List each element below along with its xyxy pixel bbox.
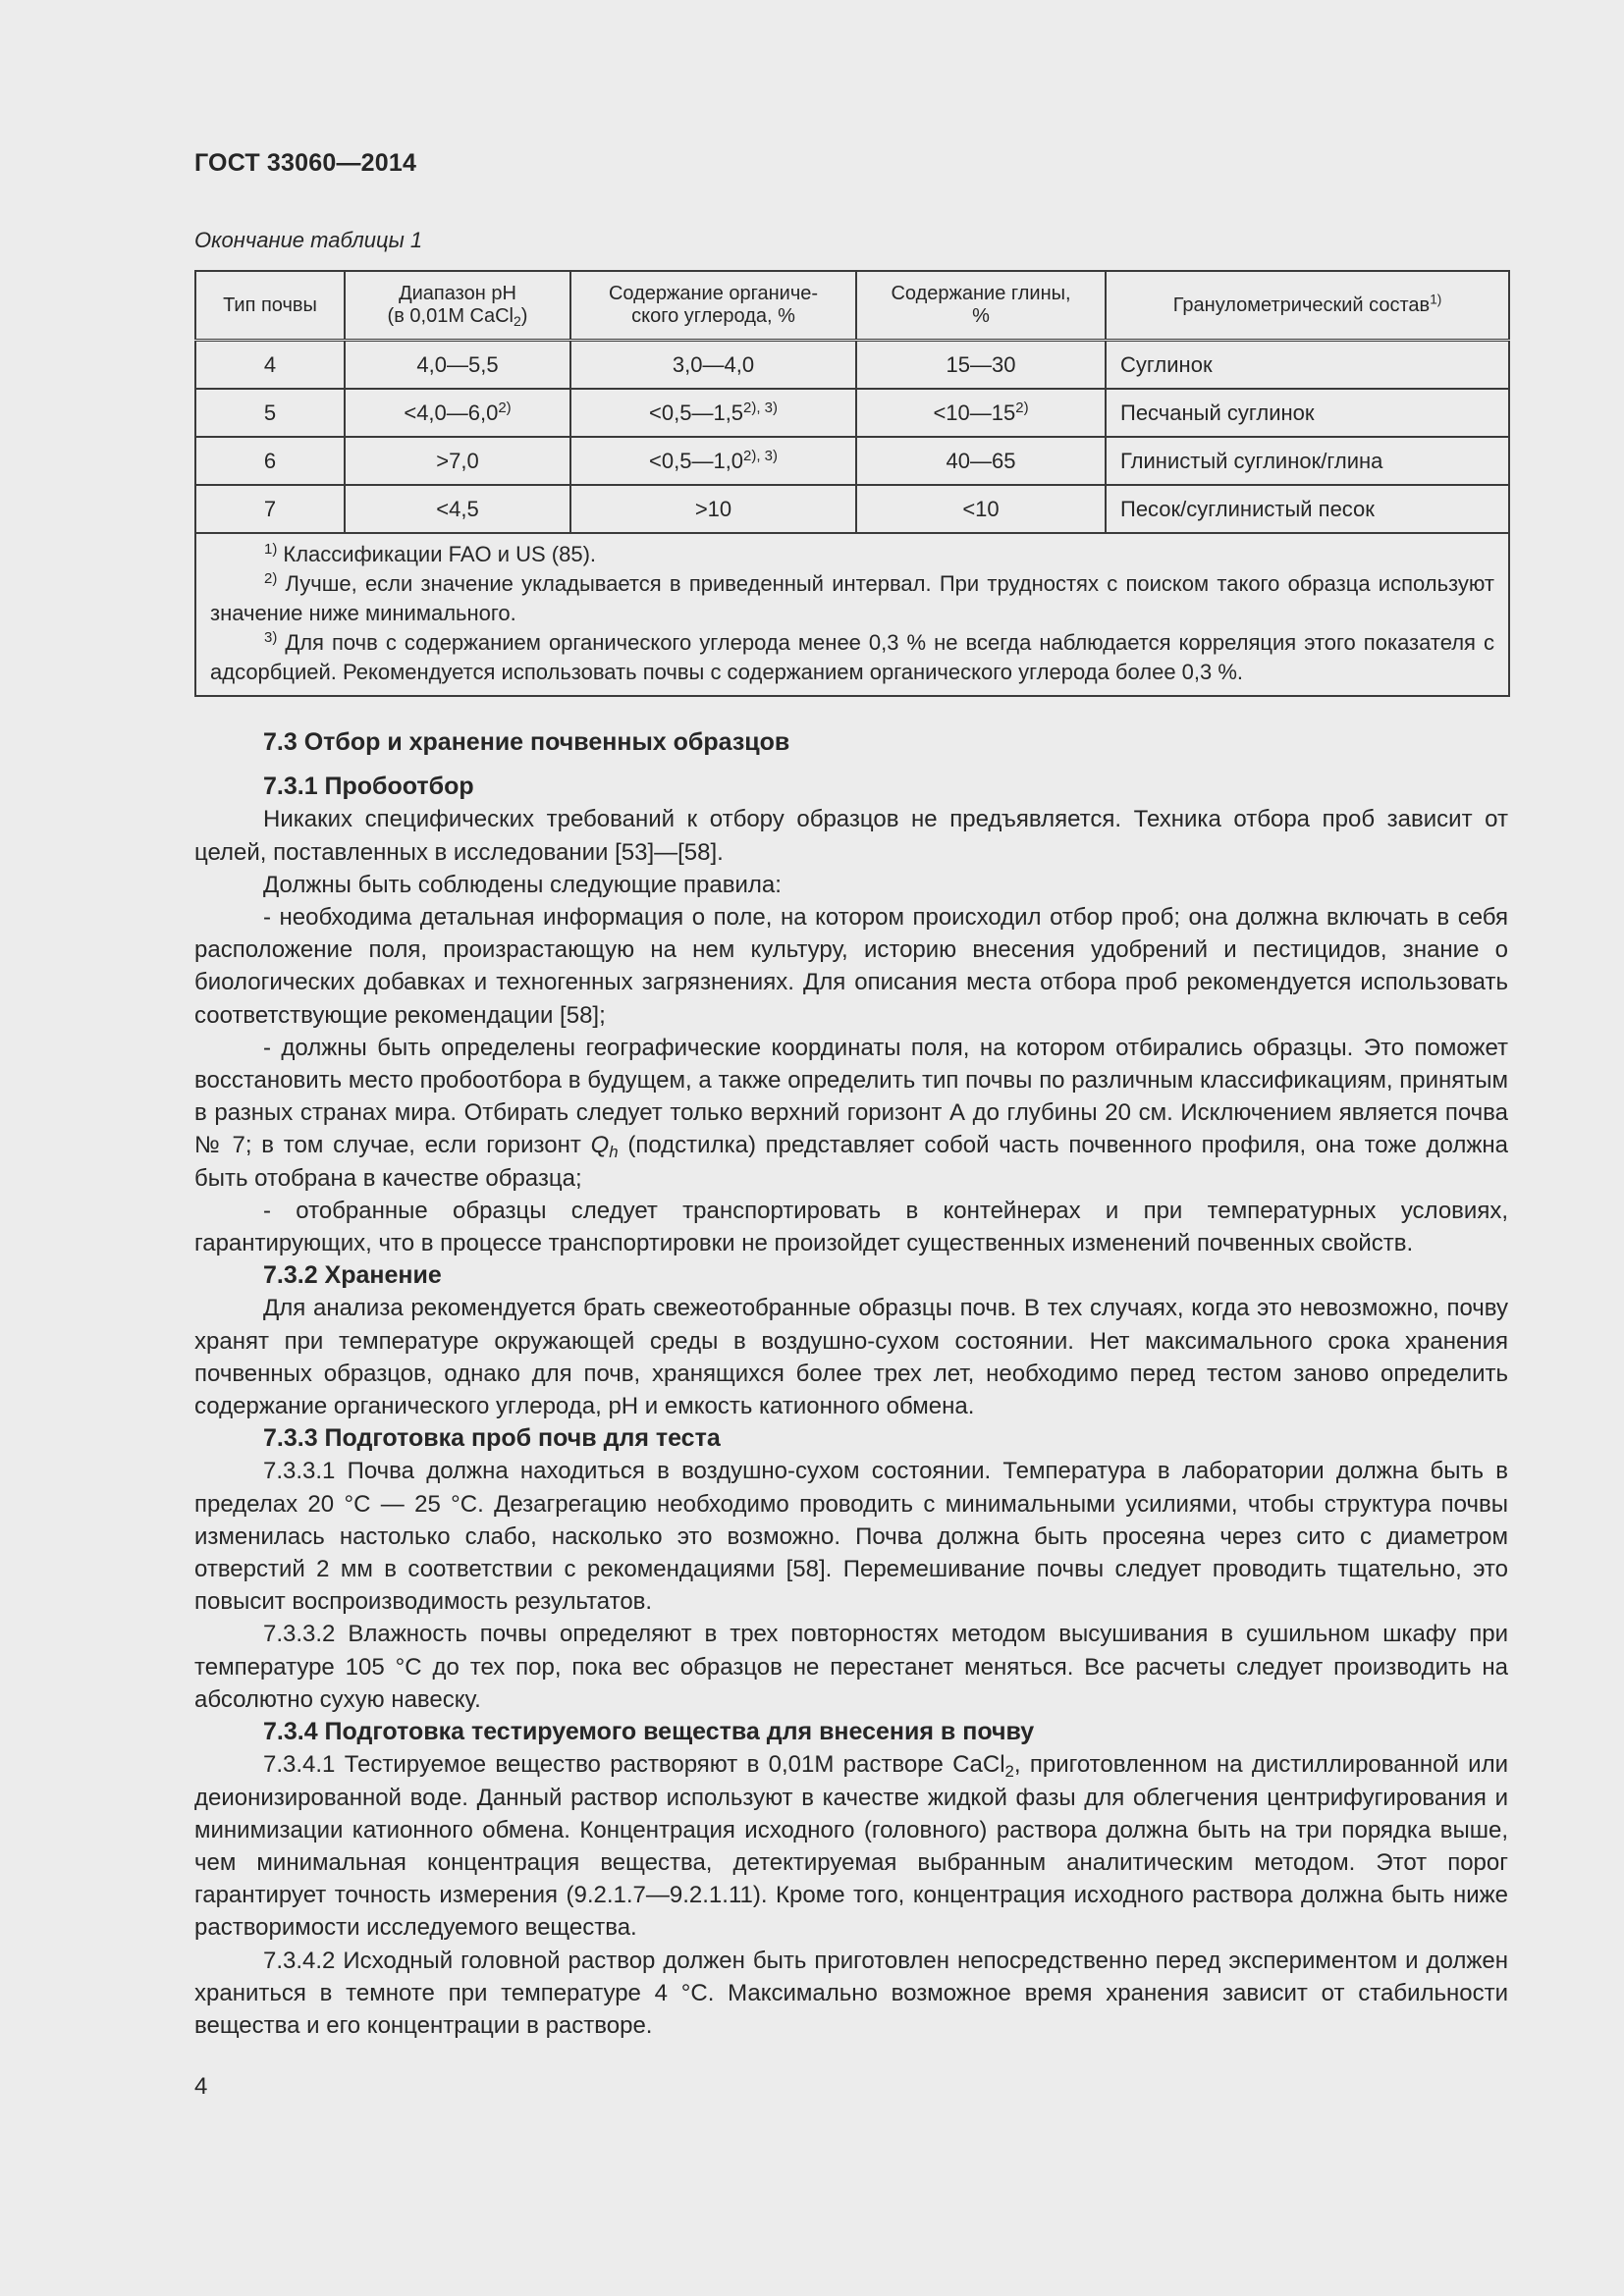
- standard-header: ГОСТ 33060—2014: [194, 149, 417, 177]
- cell-composition: Песчаный суглинок: [1106, 389, 1509, 437]
- cell-composition: Песок/суглинистый песок: [1106, 485, 1509, 533]
- table-row: [195, 341, 1509, 390]
- cell-ph: $<4,0—6,0^{2)}$: [345, 389, 570, 437]
- cell-carbon: $<0,5—1,0^{2), 3)}$: [570, 437, 856, 485]
- footnote-3: $^{3)}$ Для почв с содержанием органического углерода менее 0,3 % не всегда наблюдается корреляция этого показателя с адсорбцией. Рекомендуется использовать почвы с содержанием органического углерода более 0,3 %.: [210, 628, 1494, 684]
- section-title-7-3: 7.3 Отбор и хранение почвенных образцов: [263, 728, 790, 756]
- table-footnotes-row: [195, 533, 1509, 696]
- cell-clay: <10: [856, 485, 1106, 533]
- cell-soil-type: 4: [195, 341, 345, 390]
- cell-soil-type: 6: [195, 437, 345, 485]
- body-text: [194, 726, 1508, 2042]
- table-caption: Окончание таблицы 1: [194, 228, 423, 252]
- footnote-1: $^{1)}$ Классификации FAO и US (85).: [264, 540, 597, 566]
- table-row: [195, 485, 1509, 533]
- paragraph: 7.3.3.2 Влажность почвы определяют в трех повторностях методом высушивания в сушильном шкафу при температуре 105 °C до тех пор, пока вес образцов не перестанет меняться. Все расчеты следует производить на абсолютно сухую навеску.: [194, 1621, 1508, 1713]
- header-organic-carbon: Содержание органиче- ского углерода, %: [570, 271, 856, 341]
- cell-carbon: >10: [570, 485, 856, 533]
- list-item: - отобранные образцы следует транспортировать в контейнерах и при температурных условиях, гарантирующих, что в процессе транспортировки не произойдет существенных изменений почвенных свойств.: [194, 1197, 1508, 1257]
- section-title-7-3-3: 7.3.3 Подготовка проб почв для теста: [263, 1424, 721, 1453]
- paragraph: 7.3.4.1 Тестируемое вещество растворяют в 0,01M растворе CaCl$_2$, приготовленном на дистиллированной или деионизированной воде. Данный раствор используют в качестве жидкой фазы для облегчения центрифугирования и минимизации катионного обмена. Концентрация исходного (головного) раствора должна быть на три порядка выше, чем минимальная концентрация вещества, детектируемая выбранным аналитическим методом. Этот порог гарантирует точность измерения (9.2.1.7—9.2.1.11). Кроме того, концентрация исходного раствора должна быть ниже растворимости исследуемого вещества.: [194, 1751, 1508, 1942]
- paragraph: Никаких специфических требований к отбору образцов не предъявляется. Техника отбора проб зависит от целей, поставленных в исследовании [53]—[58].: [194, 806, 1508, 866]
- cell-ph: 4,0—5,5: [345, 341, 570, 390]
- section-title-7-3-4: 7.3.4 Подготовка тестируемого вещества для внесения в почву: [263, 1718, 1035, 1746]
- cell-composition: Глинистый суглинок/глина: [1106, 437, 1509, 485]
- cell-soil-type: 5: [195, 389, 345, 437]
- list-item: - должны быть определены географические координаты поля, на котором отбирались образцы. Это поможет восстановить место пробоотбора в будущем, а также определить тип почвы по различным классификациям, принятым в разных странах мира. Отбирать следует только верхний горизонт А до глубины 20 см. Исключением является почва № 7; в том случае, если горизонт $Q_h$ (подстилка) представляет собой часть почвенного профиля, она тоже должна быть отобрана в качестве образца;: [194, 1034, 1509, 1192]
- cell-clay: 40—65: [856, 437, 1106, 485]
- cell-ph: >7,0: [345, 437, 570, 485]
- header-soil-type: Тип почвы: [195, 271, 345, 341]
- cell-carbon: 3,0—4,0: [570, 341, 856, 390]
- cell-clay: $<10—15^{2)}$: [856, 389, 1106, 437]
- cell-soil-type: 7: [195, 485, 345, 533]
- cell-ph: <4,5: [345, 485, 570, 533]
- paragraph: 7.3.4.2 Исходный головной раствор должен быть приготовлен непосредственно перед экспериментом и должен храниться в темноте при температуре 4 °C. Максимально возможное время хранения зависит от стабильности вещества и его концентрации в растворе.: [194, 1947, 1508, 2039]
- header-ph-range: Диапазон pH (в 0,01M CaCl$_2$): [345, 271, 570, 341]
- paragraph: Должны быть соблюдены следующие правила:: [263, 871, 782, 898]
- paragraph: 7.3.3.1 Почва должна находиться в воздушно-сухом состоянии. Температура в лаборатории должна быть в пределах 20 °C — 25 °C. Дезагрегацию необходимо проводить с минимальными усилиями, чтобы структура почвы изменилась настолько слабо, насколько это возможно. Почва должна быть просеяна через сито с диаметром отверстий 2 мм в соответствии с рекомендациями [58]. Перемешивание почвы следует проводить тщательно, это повысит воспроизводимость результатов.: [194, 1458, 1508, 1616]
- section-title-7-3-1: 7.3.1 Пробоотбор: [263, 773, 474, 801]
- table-row: [195, 437, 1509, 485]
- table-header-row: [195, 271, 1509, 341]
- footnote-2: $^{2)}$ Лучше, если значение укладывается в приведенный интервал. При трудностях с поиском такого образца используют значение ниже минимального.: [210, 569, 1494, 625]
- cell-clay: 15—30: [856, 341, 1106, 390]
- table-footnotes: [195, 533, 1509, 696]
- soil-table-container: [194, 270, 1508, 697]
- paragraph: Для анализа рекомендуется брать свежеотобранные образцы почв. В тех случаях, когда это невозможно, почву хранят при температуре окружающей среды в воздушно-сухом состоянии. Нет максимального срока хранения почвенных образцов, однако для почв, хранящихся более трех лет, необходимо перед тестом заново определить содержание органического углерода, pH и емкость катионного обмена.: [194, 1295, 1508, 1420]
- soil-table: [194, 270, 1510, 697]
- header-granulometric: Гранулометрический состав$^{1)}$: [1106, 271, 1509, 341]
- header-clay-content: Содержание глины, %: [856, 271, 1106, 341]
- page-number: 4: [194, 2073, 208, 2100]
- table-row: [195, 389, 1509, 437]
- section-title-7-3-2: 7.3.2 Хранение: [263, 1261, 442, 1290]
- list-item: - необходима детальная информация о поле, на котором происходил отбор проб; она должна включать в себя расположение поля, произрастающую на нем культуру, историю внесения удобрений и пестицидов, знание о биологических добавках и техногенных загрязнениях. Для описания места отбора проб рекомендуется использовать соответствующие рекомендации [58];: [194, 904, 1508, 1029]
- cell-carbon: $<0,5—1,5^{2), 3)}$: [570, 389, 856, 437]
- cell-composition: Суглинок: [1106, 341, 1509, 390]
